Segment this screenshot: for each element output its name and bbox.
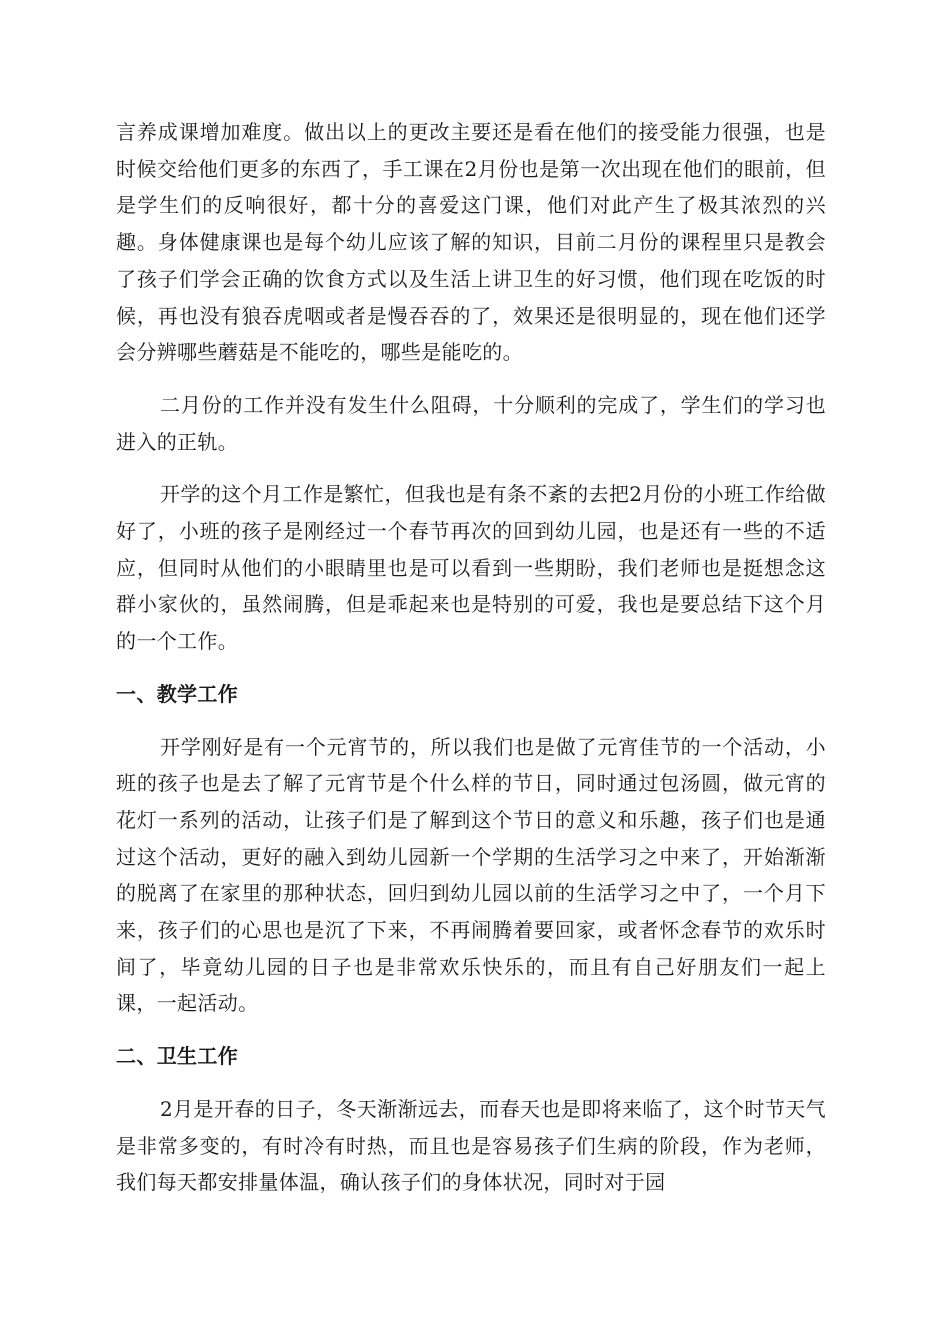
paragraph-opening-month: 开学的这个月工作是繁忙，但我也是有条不紊的去把2月份的小班工作给做好了，小班的孩子是刚经过一个春节再次的回到幼儿园，也是还有一些的不适应，但同时从他们的小眼睛里也是可以看到一些期盼，我们老师也是挺想念这群小家伙的，虽然闹腾，但是乖起来也是特别的可爱，我也是要总结下这个月的一个工作。: [116, 482, 826, 654]
section-heading-teaching: 一、教学工作: [116, 681, 239, 706]
paragraph-february-summary: 二月份的工作并没有发生什么阻碍，十分顺利的完成了，学生们的学习也进入的正轨。: [116, 392, 826, 454]
section-heading-hygiene: 二、卫生工作: [116, 1044, 239, 1069]
document-page: [116, 114, 826, 1217]
paragraph-teaching-work: 开学刚好是有一个元宵节的，所以我们也是做了元宵佳节的一个活动，小班的孩子也是去了解了元宵节是个什么样的节日，同时通过包汤圆，做元宵的花灯一系列的活动，让孩子们是了解到这个节日的意义和乐趣，孩子们也是通过这个活动，更好的融入到幼儿园新一个学期的生活学习之中来了，开始渐渐的脱离了在家里的那种状态，回归到幼儿园以前的生活学习之中了，一个月下来，孩子们的心思也是沉了下来，不再闹腾着要回家，或者怀念春节的欢乐时间了，毕竟幼儿园的日子也是非常欢乐快乐的，而且有自己好朋友们一起上课，一起活动。: [116, 734, 826, 1016]
paragraph-hygiene-work: 2月是开春的日子，冬天渐渐远去，而春天也是即将来临了，这个时节天气是非常多变的，有时冷有时热，而且也是容易孩子们生病的阶段，作为老师，我们每天都安排量体温，确认孩子们的身体状况，同时对于园: [116, 1096, 826, 1195]
paragraph-course-changes: 言养成课增加难度。做出以上的更改主要还是看在他们的接受能力很强，也是时候交给他们更多的东西了，手工课在2月份也是第一次出现在他们的眼前，但是学生们的反响很好，都十分的喜爱这门课，他们对此产生了极其浓烈的兴趣。身体健康课也是每个幼儿应该了解的知识，目前二月份的课程里只是教会了孩子们学会正确的饮食方式以及生活上讲卫生的好习惯，他们现在吃饭的时候，再也没有狼吞虎咽或者是慢吞吞的了，效果还是很明显的，现在他们还学会分辨哪些蘑菇是不能吃的，哪些是能吃的。: [116, 120, 826, 365]
